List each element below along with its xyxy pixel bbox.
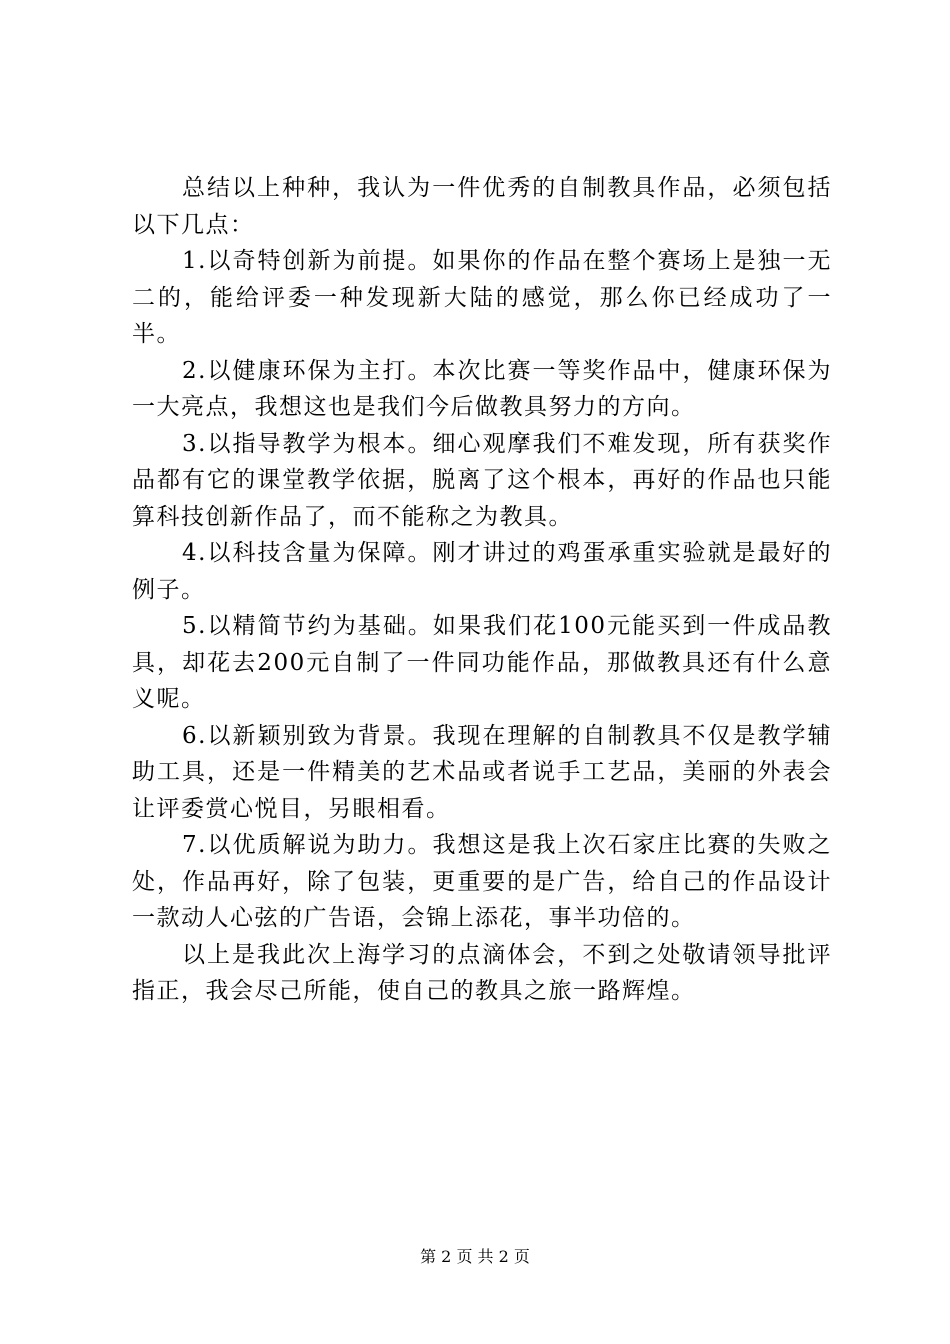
point-3-paragraph: 3.以指导教学为根本。细心观摩我们不难发现，所有获奖作品都有它的课堂教学依据，脱离了这个根本，再好的作品也只能算科技创新作品了，而不能称之为教具。 [132,430,832,530]
document-body [132,170,832,1010]
point-6-paragraph: 6.以新颖别致为背景。我现在理解的自制教具不仅是教学辅助工具，还是一件精美的艺术品或者说手工艺品，美丽的外表会让评委赏心悦目，另眼相看。 [132,722,832,822]
point-7-paragraph: 7.以优质解说为助力。我想这是我上次石家庄比赛的失败之处，作品再好，除了包装，更重要的是广告，给自己的作品设计一款动人心弦的广告语，会锦上添花，事半功倍的。 [132,832,832,931]
point-4-paragraph: 4.以科技含量为保障。刚才讲过的鸡蛋承重实验就是最好的例子。 [132,540,832,603]
page-number-footer: 第 2 页 共 2 页 [420,1247,530,1266]
point-1-paragraph: 1.以奇特创新为前提。如果你的作品在整个赛场上是独一无二的，能给评委一种发现新大陆的感觉，那么你已经成功了一半。 [132,248,832,347]
point-5-paragraph: 5.以精简节约为基础。如果我们花100元能买到一件成品教具，却花去200元自制了一件同功能作品，那做教具还有什么意义呢。 [132,613,832,712]
point-2-paragraph: 2.以健康环保为主打。本次比赛一等奖作品中，健康环保为一大亮点，我想这也是我们今后做教具努力的方向。 [132,357,832,420]
summary-intro-paragraph: 总结以上种种，我认为一件优秀的自制教具作品，必须包括以下几点： [132,175,832,238]
closing-paragraph: 以上是我此次上海学习的点滴体会，不到之处敬请领导批评指正，我会尽己所能，使自己的教具之旅一路辉煌。 [132,941,832,1004]
